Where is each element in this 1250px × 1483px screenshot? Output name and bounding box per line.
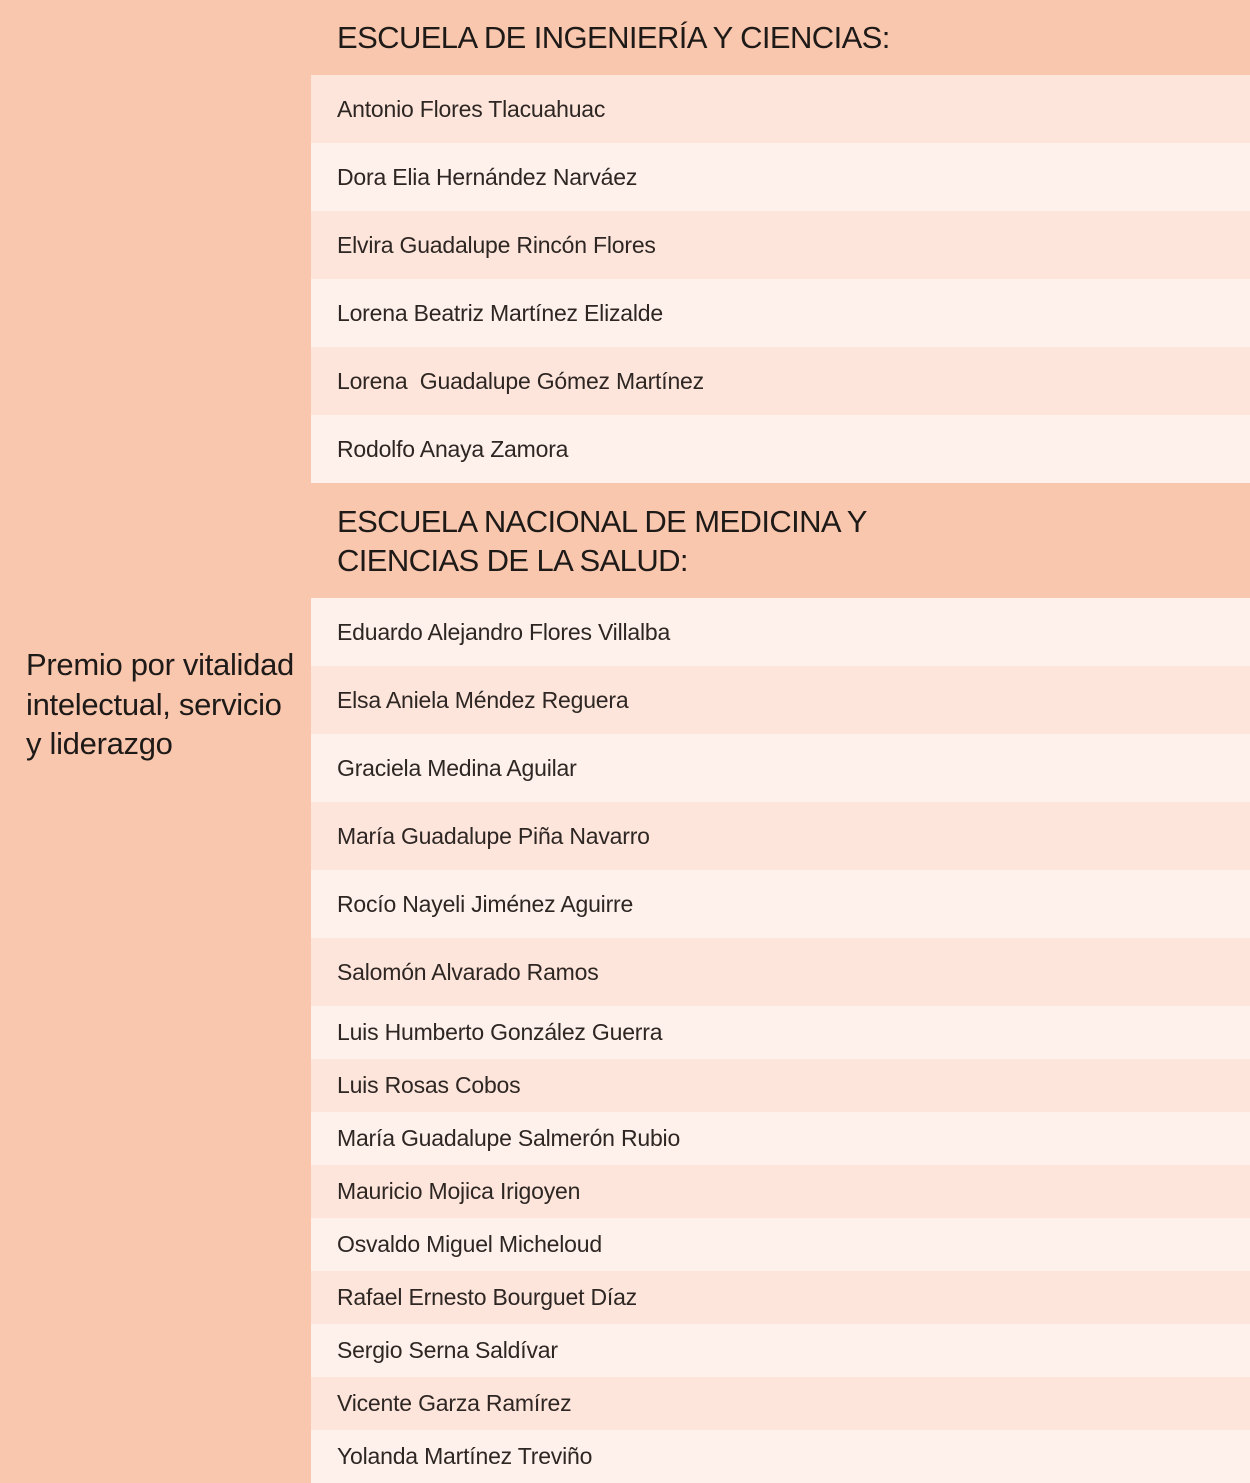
recipient-row: Elsa Aniela Méndez Reguera xyxy=(311,666,1250,734)
recipient-row: Vicente Garza Ramírez xyxy=(311,1377,1250,1430)
recipient-row: Antonio Flores Tlacuahuac xyxy=(311,75,1250,143)
recipient-row: Dora Elia Hernández Narváez xyxy=(311,143,1250,211)
school-header-ingenieria xyxy=(311,0,1250,75)
recipient-row: María Guadalupe Piña Navarro xyxy=(311,802,1250,870)
recipient-row: Yolanda Martínez Treviño xyxy=(311,1430,1250,1483)
award-category-label: Premio por vitalidad intelectual, servicio y liderazgo xyxy=(26,647,294,761)
recipients-list xyxy=(311,0,1250,1481)
school-title: ESCUELA DE INGENIERÍA Y CIENCIAS: xyxy=(337,20,890,55)
recipient-row: Elvira Guadalupe Rincón Flores xyxy=(311,211,1250,279)
recipient-row: Rodolfo Anaya Zamora xyxy=(311,415,1250,483)
recipient-row: Rafael Ernesto Bourguet Díaz xyxy=(311,1271,1250,1324)
recipient-row: Osvaldo Miguel Micheloud xyxy=(311,1218,1250,1271)
recipient-row: Graciela Medina Aguilar xyxy=(311,734,1250,802)
school-header-medicina xyxy=(311,483,1250,598)
recipient-row: Salomón Alvarado Ramos xyxy=(311,938,1250,1006)
recipient-row: Eduardo Alejandro Flores Villalba xyxy=(311,598,1250,666)
recipient-row: Rocío Nayeli Jiménez Aguirre xyxy=(311,870,1250,938)
award-category-cell xyxy=(0,0,311,1481)
recipient-row: Luis Rosas Cobos xyxy=(311,1059,1250,1112)
school-title: ESCUELA NACIONAL DE MEDICINA Y CIENCIAS DE LA SALUD: xyxy=(337,503,867,578)
recipient-row: María Guadalupe Salmerón Rubio xyxy=(311,1112,1250,1165)
recipient-row: Mauricio Mojica Irigoyen xyxy=(311,1165,1250,1218)
recipient-row: Lorena Beatriz Martínez Elizalde xyxy=(311,279,1250,347)
recipient-row: Sergio Serna Saldívar xyxy=(311,1324,1250,1377)
recipient-row: Luis Humberto González Guerra xyxy=(311,1006,1250,1059)
recipient-row: Lorena Guadalupe Gómez Martínez xyxy=(311,347,1250,415)
